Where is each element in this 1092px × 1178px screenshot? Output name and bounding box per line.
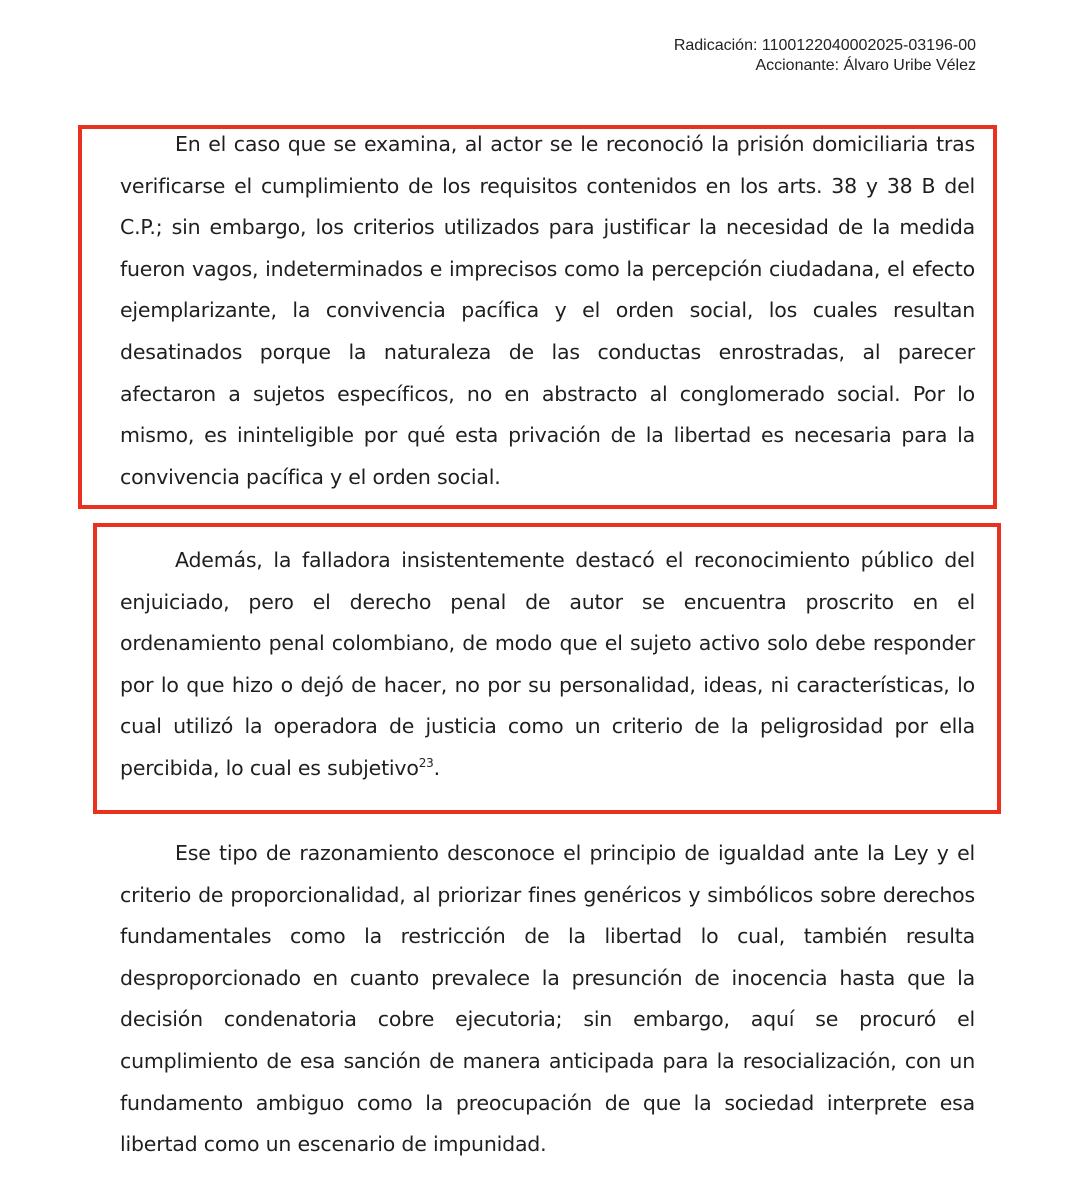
paragraph-author-criminal-law (120, 540, 975, 790)
footnote-reference[interactable]: 23 (418, 756, 434, 771)
paragraph-end-punctuation: . (433, 755, 440, 780)
paragraph-prison-criteria: En el caso que se examina, al actor se le reconoció la prisión domiciliaria tras verificarse el cumplimiento de los requisitos contenidos en los arts. 38 y 38 B del C.P.; sin embargo, los criterios utilizados para justificar la necesidad de la medida fueron vagos, indeterminados e imprecisos como la percepción ciudadana, el efecto ejemplarizante, la convivencia pacífica y el orden social, los cuales resultan desatinados porque la naturaleza de las conductas enrostradas, al parecer afectaron a sujetos específicos, no en abstracto al conglomerado social. Por lo mismo, es ininteligible por qué esta privación de la libertad es necesaria para la convivencia pacífica y el orden social. (120, 132, 975, 489)
plaintiff-name: Accionante: Álvaro Uribe Vélez (755, 57, 976, 74)
paragraph-equality-principle: Ese tipo de razonamiento desconoce el principio de igualdad ante la Ley y el criterio de proporcionalidad, al priorizar fines genéricos y simbólicos sobre derechos fundamentales como la restricción de la libertad lo cual, también resulta desproporcionado en cuanto prevalece la presunción de inocencia hasta que la decisión condenatoria cobre ejecutoria; sin embargo, aquí se procuró el cumplimiento de esa sanción de manera anticipada para la resocialización, con un fundamento ambiguo como la preocupación de que la sociedad interprete esa libertad como un escenario de impunidad. (120, 841, 975, 1157)
case-number: Radicación: 1100122040002025-03196-00 (673, 37, 976, 54)
document-header (674, 36, 976, 76)
paragraph-text: Además, la falladora insistentemente destacó el reconocimiento público del enjuiciado, pero el derecho penal de autor se encuentra proscrito en el ordenamiento penal colombiano, de modo que el sujeto activo solo debe responder por lo que hizo o dejó de hacer, no por su personalidad, ideas, ni características, lo cual utilizó la operadora de justicia como un criterio de la peligrosidad por ella percibida, lo cual es subjetivo (120, 548, 975, 780)
